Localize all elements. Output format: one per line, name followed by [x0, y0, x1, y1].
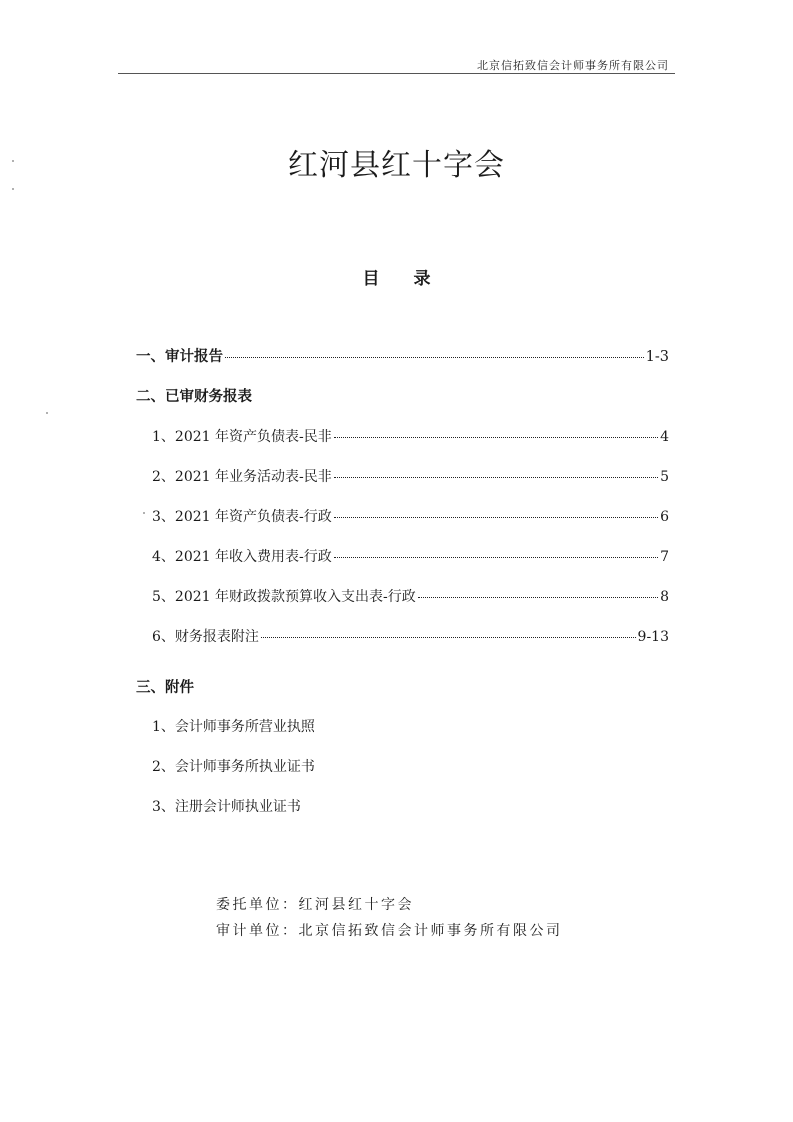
dot-leader	[418, 597, 658, 598]
dot-leader	[334, 517, 658, 518]
toc-item	[152, 626, 669, 646]
toc-page-number: 4	[660, 429, 669, 445]
toc-item-label: 1、会计师事务所营业执照	[152, 719, 315, 735]
toc-section-label: 一、审计报告	[136, 349, 223, 365]
toc-section-label: 二、已审财务报表	[136, 389, 252, 405]
toc-item	[152, 586, 669, 606]
toc-attachment-item	[152, 756, 315, 776]
dot-leader	[225, 357, 644, 358]
toc-page-number: 9-13	[637, 629, 669, 645]
toc-item	[152, 466, 669, 486]
scan-speck	[12, 160, 14, 162]
toc-item-label: 1、2021 年资产负债表-民非	[152, 429, 332, 445]
auditor-unit: 审计单位：北京信拓致信会计师事务所有限公司	[216, 923, 563, 939]
header-rule	[118, 73, 675, 74]
dot-leader	[334, 477, 658, 478]
dot-leader	[334, 557, 658, 558]
document-title: 红河县红十字会	[288, 148, 505, 183]
toc-section-financial-statements	[136, 385, 252, 406]
toc-section-attachments	[136, 676, 194, 697]
toc-item	[152, 546, 669, 566]
toc-item-label: 3、2021 年资产负债表-行政	[152, 509, 332, 525]
toc-page-number: 5	[660, 469, 669, 485]
toc-attachment-item	[152, 716, 315, 736]
toc-item	[152, 426, 669, 446]
dot-leader	[334, 437, 658, 438]
toc-item-label: 4、2021 年收入费用表-行政	[152, 549, 332, 565]
toc-item-label: 5、2021 年财政拨款预算收入支出表-行政	[152, 589, 416, 605]
header-firm-name: 北京信拓致信会计师事务所有限公司	[477, 59, 669, 72]
toc-section-label: 三、附件	[136, 680, 194, 696]
toc-page-number: 8	[660, 589, 669, 605]
toc-page-number: 7	[660, 549, 669, 565]
toc-item-label: 3、注册会计师执业证书	[152, 799, 301, 815]
toc-attachment-item	[152, 796, 301, 816]
toc-item	[152, 506, 669, 526]
dot-leader	[261, 637, 636, 638]
toc-item-label: 2、会计师事务所执业证书	[152, 759, 315, 775]
toc-heading: 目 录	[362, 269, 445, 289]
toc-section-audit-report	[136, 345, 669, 366]
scan-speck	[46, 412, 48, 414]
client-unit: 委托单位：红河县红十字会	[216, 897, 414, 913]
scan-speck	[143, 512, 145, 514]
toc-page-number: 1-3	[645, 349, 669, 365]
toc-item-label: 6、财务报表附注	[152, 629, 259, 645]
toc-item-label: 2、2021 年业务活动表-民非	[152, 469, 332, 485]
toc-page-number: 6	[660, 509, 669, 525]
scan-speck	[12, 188, 14, 190]
